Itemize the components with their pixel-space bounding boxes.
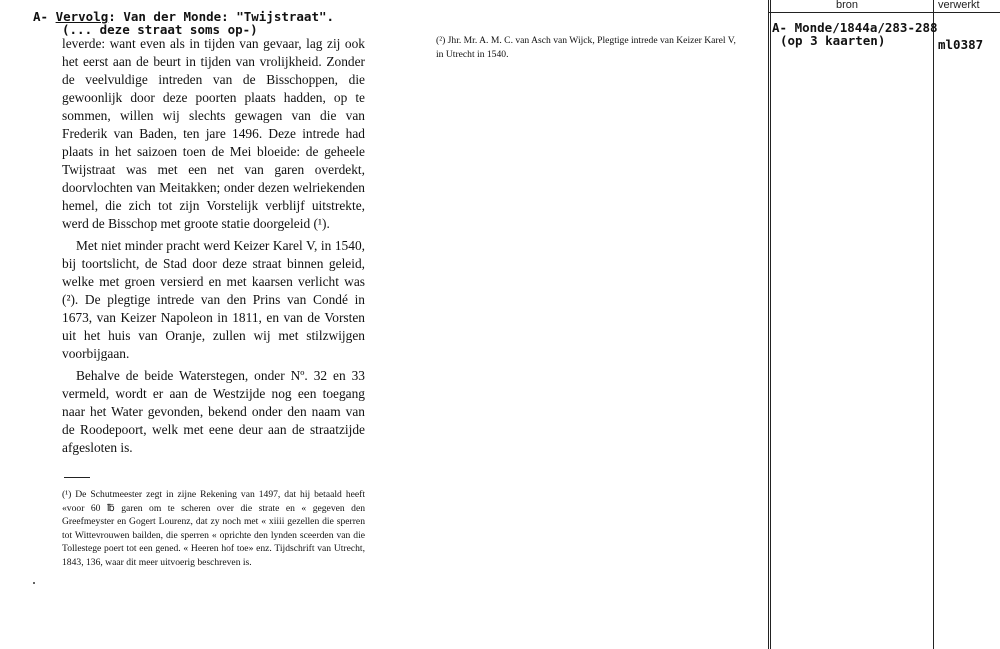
column-header-bron: bron (836, 0, 859, 11)
table-border-left-inner (770, 0, 771, 649)
header-prefix: A- (33, 9, 56, 24)
footnote-1-text: (¹) De Schutmeester zegt in zijne Rekening van 1497, dat hij betaald heeft «voor 60 ℔ garen om te scheren over die strate en « gegeven den Greefmeyster en Gogert Lourenz, dat zy noch met « xiiii gezellen die sperren tot Wittevrouwen bailden, die sperren « oprichte den lynden sceerden van die Tollestege poert tot een gened. « Heeren hof toe» enz. Tijdschrift van Utrecht, 1843, 136, waar dit meer uitvoerig beschreven is. (62, 489, 365, 568)
header-vervolg: Vervolg (55, 9, 109, 24)
footnote-1 (62, 488, 365, 570)
footnote-2: (²) Jhr. Mr. A. M. C. van Asch van Wijck, Plegtige intrede van Keizer Karel V, in Utrecht in 1540. (436, 35, 736, 60)
body-paragraph-3: Behalve de beide Waterstegen, onder Nº. 32 en 33 vermeld, wordt er aan de Westzijde nog een toegang naar het Water gevonden, bekend onder den naam van de Roodepoort, welk met eene deur aan de straatzijde afgesloten is. (62, 368, 365, 455)
footnote-divider (64, 477, 90, 478)
book-body-text (62, 35, 365, 457)
bron-line-1: A- Monde/1844a/283-288 (772, 20, 938, 35)
body-paragraph-2: Met niet minder pracht werd Keizer Karel V, in 1540, bij toortslicht, de Stad door deze straat binnen geleid, welke met groen versierd en met kaarsen verlicht was (²). De plegtige intrede van den Prins van Condé in 1673, van Keizer Napoleon in 1811, en van de Vorsten uit het huis van Oranje, zullen wij met stilzwijgen voorbijgaan. (62, 238, 365, 361)
bron-line-2: (op 3 kaarten) (780, 33, 886, 48)
table-column-divider (933, 0, 934, 649)
register-table (768, 0, 1000, 649)
header-title: : Van der Monde: "Twijstraat". (108, 9, 335, 24)
verwerkt-value: ml0387 (938, 37, 984, 52)
table-border-left (768, 0, 769, 649)
body-paragraph-1: leverde: want even als in tijden van gevaar, lag zij ook het eerst aan de beurt in tijden van vrolijkheid. Zonder de veelvuldige intreden van de Bisschoppen, die gewoonlijk door deze poorten plaats hadden, op te sommen, willen wij slechts gewagen van die van Frederik van Baden, ten jare 1496. Deze intrede had plaats in het saizoen toen de Mei bloeide: de geheele Twijstraat was met een net van garen overdekt, doorvlochten van Meitakken; onder dezen welriekenden hemel, die zich tot zijn Vorstelijk verblijf uitstrekte, werd de Bisschop met groote statie doorgeleid (¹). (62, 36, 365, 231)
scan-speck (33, 582, 35, 584)
typed-continuation: (... deze straat soms op-) (62, 22, 258, 37)
table-header-rule (768, 12, 1000, 13)
column-header-verwerkt: verwerkt (938, 0, 980, 11)
